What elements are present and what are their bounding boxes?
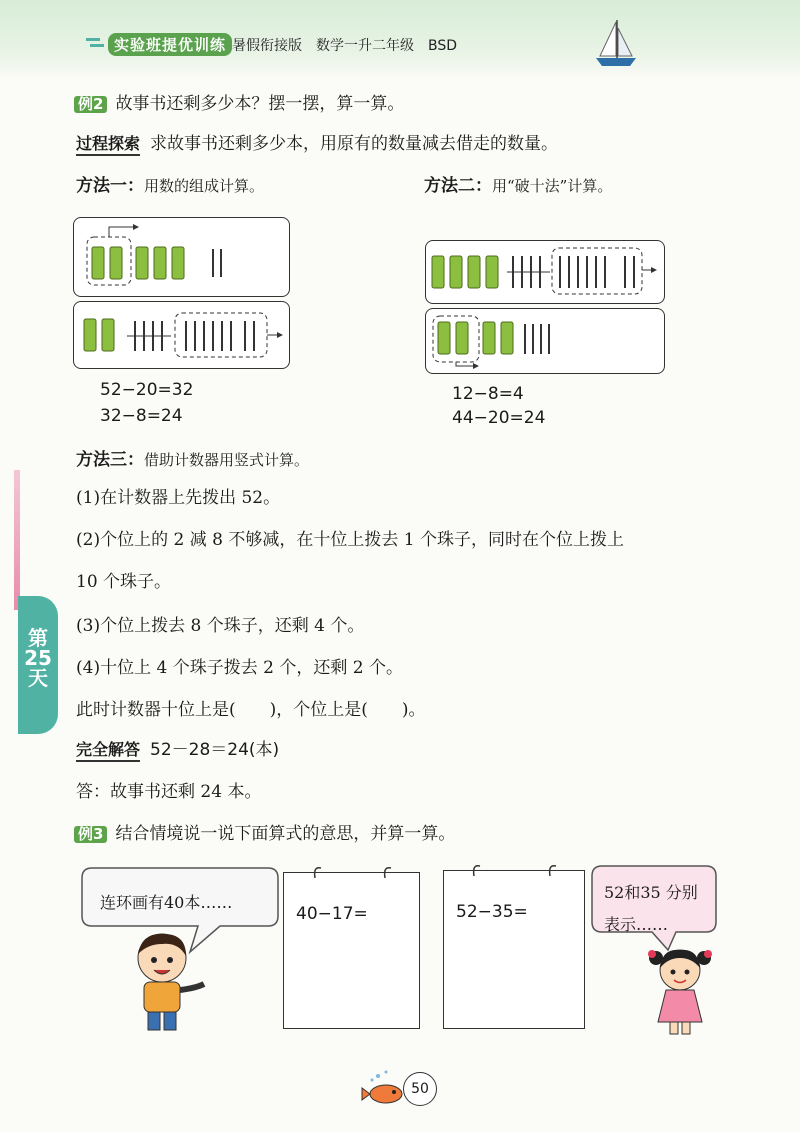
step-3: (3)个位上拨去 8 个珠子，还剩 4 个。 bbox=[76, 616, 365, 636]
right-speech-bubble-shape bbox=[590, 864, 718, 952]
example2-question: 故事书还剩多少本？摆一摆，算一算。 bbox=[115, 94, 405, 114]
step-4: (4)十位上 4 个珠子拨去 2 个，还剩 2 个。 bbox=[76, 658, 403, 678]
method2-text: 用“破十法”计算。 bbox=[492, 177, 613, 195]
right-bubble-line1: 52和35 分别 bbox=[604, 883, 698, 902]
method2-heading bbox=[424, 178, 612, 195]
day-tab-line2: 25 bbox=[24, 646, 52, 670]
card2-expression: 52−35= bbox=[456, 902, 528, 922]
process-row bbox=[76, 136, 558, 153]
brand-title: 实验班提优训练 bbox=[108, 33, 232, 56]
card1-expression: 40−17= bbox=[296, 904, 368, 924]
day-tab bbox=[18, 596, 58, 734]
step-2-cont: 10 个珠子。 bbox=[76, 572, 172, 592]
method3-text: 借助计数器用竖式计算。 bbox=[144, 451, 310, 469]
step-1: (1)在计数器上先拨出 52。 bbox=[76, 488, 281, 508]
example3-question-row bbox=[74, 826, 455, 843]
method1-text: 用数的组成计算。 bbox=[144, 177, 265, 195]
method1-heading bbox=[76, 178, 264, 195]
example3-tag: 例3 bbox=[74, 826, 107, 843]
method2-top-illustration bbox=[425, 240, 665, 304]
right-bubble-line2: 表示…… bbox=[604, 915, 669, 934]
method1-top-illustration bbox=[73, 217, 289, 297]
answer-label: 完全解答 bbox=[76, 740, 140, 762]
method1-equation-2: 32−8=24 bbox=[100, 406, 183, 426]
method3-label: 方法三： bbox=[76, 450, 144, 470]
method2-label: 方法二： bbox=[424, 176, 492, 196]
day-tab-line3: 天 bbox=[28, 666, 48, 690]
method2-equation-1: 12−8=4 bbox=[452, 384, 524, 404]
logo-icon bbox=[86, 36, 104, 50]
page-number: 50 bbox=[403, 1072, 437, 1106]
example2-tag: 例2 bbox=[74, 96, 107, 113]
book-subtitle: 暑假衔接版 数学一升二年级 BSD bbox=[232, 38, 458, 54]
method2-bottom-illustration bbox=[425, 308, 665, 374]
card2-rings-icon bbox=[462, 860, 572, 878]
expression-card-2 bbox=[443, 870, 585, 1029]
answer-equation: 52－28＝24(本) bbox=[150, 740, 280, 760]
method2-equation-2: 44−20=24 bbox=[452, 408, 546, 428]
side-decoration bbox=[14, 470, 20, 610]
card1-rings-icon bbox=[305, 862, 405, 880]
left-bubble-text: 连环画有40本…… bbox=[100, 893, 233, 912]
method1-equation-1: 52−20=32 bbox=[100, 380, 194, 400]
method3-heading bbox=[76, 452, 309, 469]
answer-text: 答：故事书还剩 24 本。 bbox=[76, 782, 262, 802]
expression-card-1 bbox=[283, 872, 420, 1029]
boy-illustration bbox=[128, 928, 218, 1034]
example2-question-row bbox=[74, 96, 404, 113]
girl-illustration bbox=[640, 944, 720, 1036]
example3-question: 结合情境说一说下面算式的意思，并算一算。 bbox=[115, 824, 456, 844]
process-label: 过程探索 bbox=[76, 134, 140, 156]
step-2: (2)个位上的 2 减 8 不够减，在十位上拨去 1 个珠子，同时在个位上拨上 bbox=[76, 530, 624, 550]
method1-bottom-illustration bbox=[73, 301, 289, 369]
sailboat-icon bbox=[590, 18, 642, 70]
answer-row bbox=[76, 742, 279, 759]
counter-blank-question: 此时计数器十位上是( )，个位上是( )。 bbox=[76, 700, 426, 720]
process-text: 求故事书还剩多少本，用原有的数量减去借走的数量。 bbox=[150, 134, 559, 154]
day-tab-line1: 第 bbox=[28, 626, 48, 650]
method1-label: 方法一： bbox=[76, 176, 144, 196]
